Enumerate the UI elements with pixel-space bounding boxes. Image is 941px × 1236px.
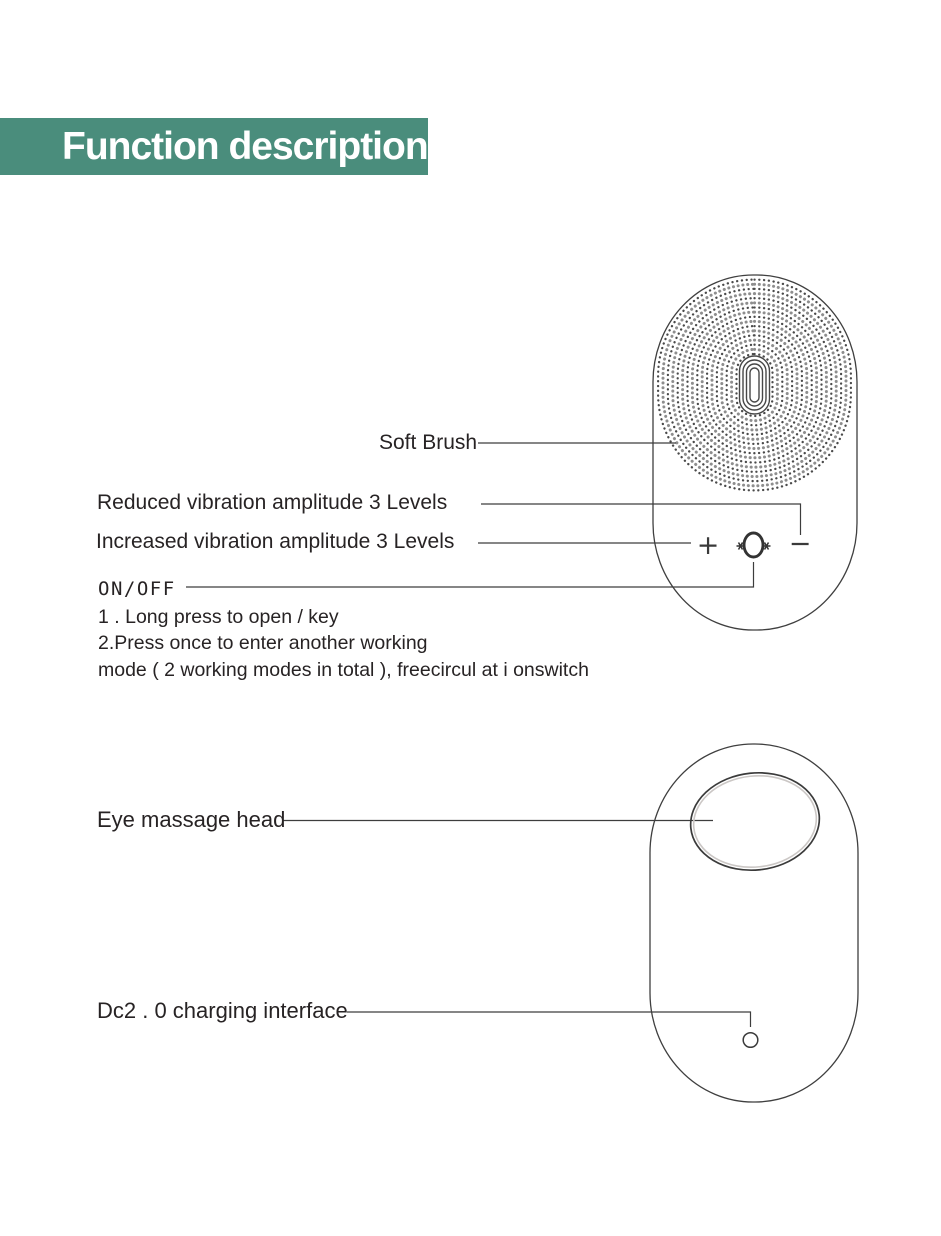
label-increased-vibration: Increased vibration amplitude 3 Levels xyxy=(96,530,455,553)
label-reduced-vibration: Reduced vibration amplitude 3 Levels xyxy=(97,491,448,514)
note-press-once: 2.Press once to enter another working xyxy=(98,632,428,654)
callout-line-on-off xyxy=(186,562,754,587)
brush-center-pills xyxy=(740,356,770,414)
note-long-press: 1 . Long press to open / key xyxy=(98,606,339,628)
minus-icon: − xyxy=(788,528,812,560)
label-charging-interface: Dc2 . 0 charging interface xyxy=(97,998,348,1023)
note-working-modes: mode ( 2 working modes in total ), freecircul at i onswitch xyxy=(98,659,589,681)
brush-texture xyxy=(658,280,851,491)
charging-port-circle xyxy=(743,1033,758,1048)
label-soft-brush: Soft Brush xyxy=(379,431,478,454)
back-device-outline xyxy=(650,744,858,1102)
label-eye-massage-head: Eye massage head xyxy=(97,807,286,832)
plus-icon: + xyxy=(696,530,720,561)
power-button-icon xyxy=(744,533,763,557)
page-title: Function description xyxy=(62,125,428,168)
eye-massage-head-ellipse xyxy=(686,767,824,877)
callout-line-charging xyxy=(347,1012,751,1027)
callout-line-reduced xyxy=(481,504,801,535)
label-on-off: ON/OFF xyxy=(98,578,176,600)
